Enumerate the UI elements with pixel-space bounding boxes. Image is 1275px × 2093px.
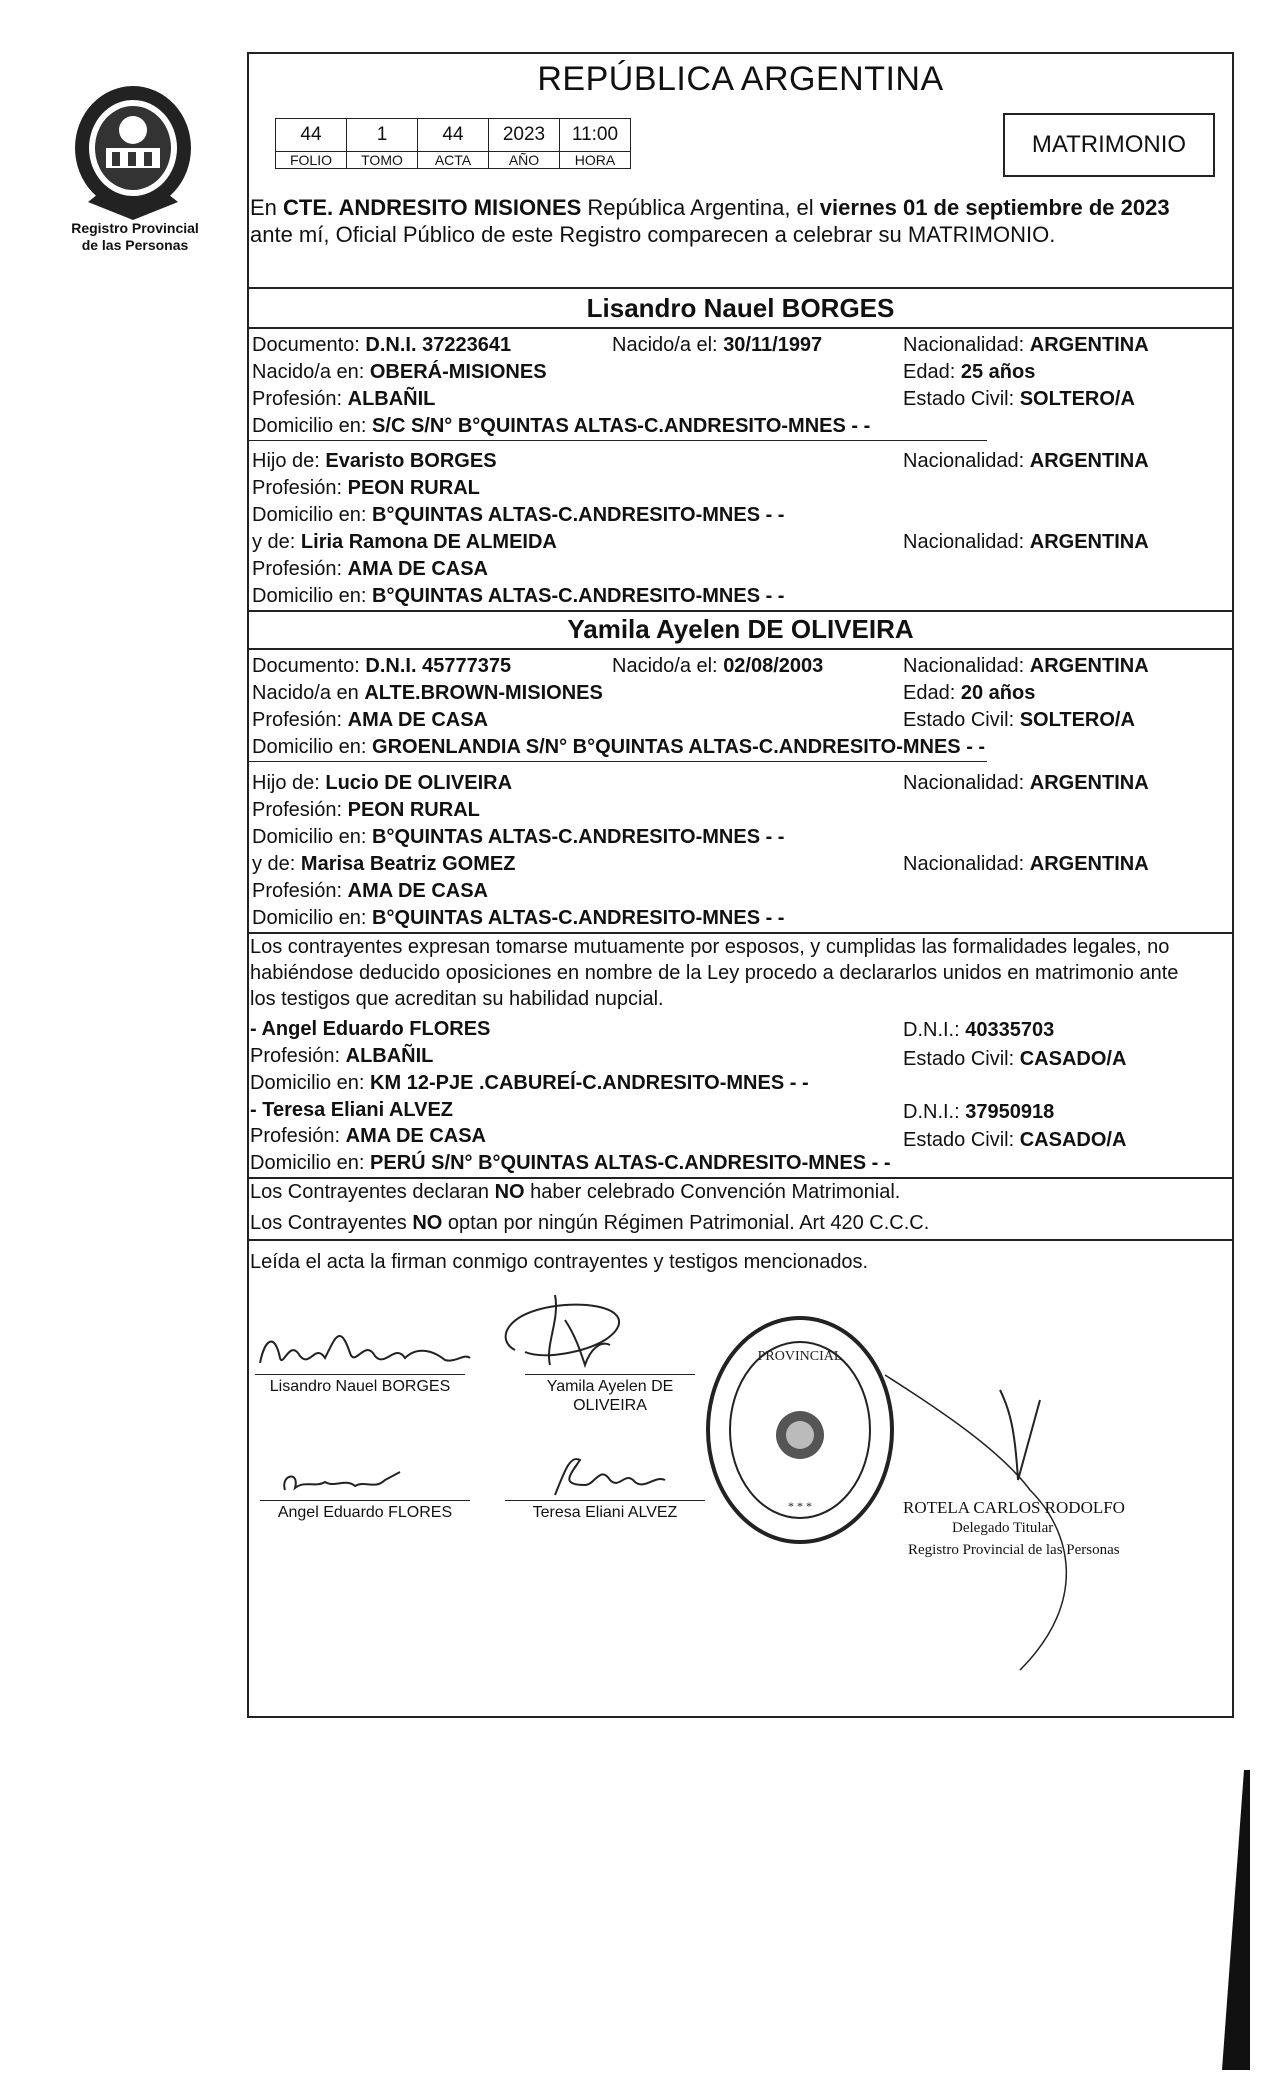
signature-label-4: Teresa Eliani ALVEZ xyxy=(532,1504,678,1521)
witness1-prof-row xyxy=(250,1044,433,1068)
reading-statement: Leída el acta la firman conmigo contrayentes y testigos mencionados. xyxy=(250,1251,869,1273)
spouse2-age-row xyxy=(903,681,1035,705)
spouse1-mother-nat: ARGENTINA xyxy=(1029,531,1149,553)
convention-line1 xyxy=(250,1180,900,1204)
spouse1-civil: SOLTERO/A xyxy=(1019,388,1135,410)
divider-4 xyxy=(247,610,1234,612)
witness1-addr-row xyxy=(250,1071,809,1095)
witness1-civil: CASADO/A xyxy=(1019,1048,1127,1070)
witness1-dni-label: D.N.I.: xyxy=(903,1019,960,1041)
spouse1-doc-label: Documento: xyxy=(252,334,360,356)
anio-value: 2023 xyxy=(489,119,560,152)
witness2-addr-label: Domicilio en: xyxy=(250,1152,365,1174)
spouse2-father-row xyxy=(252,771,512,795)
registry-logo xyxy=(68,80,198,225)
signature-label-1: Lisandro Nauel BORGES xyxy=(269,1378,451,1395)
convention-l2c: optan por ningún Régimen Patrimonial. Art 420 C.C.C. xyxy=(442,1212,930,1234)
spouse1-father-prof: PEON RURAL xyxy=(347,477,480,499)
divider-1 xyxy=(247,287,1234,289)
spouse2-mother-addr-label: Domicilio en: xyxy=(252,907,367,929)
spouse1-mother-addr: B°QUINTAS ALTAS-C.ANDRESITO-MNES - - xyxy=(372,585,785,607)
spouse2-mother-row xyxy=(252,852,515,876)
spouse2-birthplace-row xyxy=(252,681,603,705)
spouse1-nat-row xyxy=(903,333,1149,357)
convention-line2 xyxy=(250,1211,929,1235)
spouse2-mother-addr-row xyxy=(252,906,784,930)
declaration-line1: Los contrayentes expresan tomarse mutuamente por esposos, y cumplidas las formalidades legales, no xyxy=(250,936,1170,958)
spouse2-father-nat: ARGENTINA xyxy=(1029,772,1149,794)
spouse1-birthplace: OBERÁ-MISIONES xyxy=(369,361,547,383)
spouse1-doc: D.N.I. 37223641 xyxy=(365,334,512,356)
witness2-prof: AMA DE CASA xyxy=(345,1125,486,1147)
spouse1-age-row xyxy=(903,360,1035,384)
registry-data-table xyxy=(275,118,631,169)
spouse2-father-prof: PEON RURAL xyxy=(347,799,480,821)
spouse2-civil-label: Estado Civil: xyxy=(903,709,1015,731)
record-type: MATRIMONIO xyxy=(1031,131,1187,158)
acta-value: 44 xyxy=(418,119,489,152)
hora-label: HORA xyxy=(560,152,631,169)
witness1-name: - Angel Eduardo FLORES xyxy=(250,1018,491,1040)
spouse2-mother: Marisa Beatriz GOMEZ xyxy=(300,853,516,875)
spouse2-born: 02/08/2003 xyxy=(723,655,824,677)
spouse1-mother-nat-label: Nacionalidad: xyxy=(903,531,1025,553)
intro-p1: En xyxy=(250,195,284,220)
divider-3 xyxy=(247,440,987,441)
intro-date: viernes 01 de septiembre de 2023 xyxy=(819,195,1170,220)
witness2-civil: CASADO/A xyxy=(1019,1129,1127,1151)
tomo-value: 1 xyxy=(347,119,418,152)
province-seal-icon xyxy=(68,80,198,220)
spouse1-addr-label: Domicilio en: xyxy=(252,415,367,437)
spouse2-doc-row xyxy=(252,654,511,678)
folio-value: 44 xyxy=(276,119,347,152)
spouse2-mother-prof-row xyxy=(252,879,488,903)
divider-5 xyxy=(247,648,1234,650)
official-seal-icon xyxy=(700,1310,900,1550)
divider-8 xyxy=(247,1177,1234,1179)
spouse2-addr: GROENLANDIA S/N° B°QUINTAS ALTAS-C.ANDRESITO-MNES - - xyxy=(372,736,986,758)
signature-label-2a: Yamila Ayelen DE xyxy=(546,1378,674,1395)
spouse1-mother-row xyxy=(252,530,557,554)
spouse1-father-addr-row xyxy=(252,503,784,527)
spouse1-father-nat: ARGENTINA xyxy=(1029,450,1149,472)
intro-place: CTE. ANDRESITO MISIONES xyxy=(283,195,582,220)
spouse1-mother-prof-label: Profesión: xyxy=(252,558,343,580)
spouse1-mother-prof: AMA DE CASA xyxy=(347,558,488,580)
spouse1-name: Lisandro Nauel BORGES xyxy=(586,293,895,323)
spouse1-age-label: Edad: xyxy=(903,361,956,383)
witness2-civil-label: Estado Civil: xyxy=(903,1129,1015,1151)
spouse1-civil-label: Estado Civil: xyxy=(903,388,1015,410)
convention-l1b: NO xyxy=(494,1181,525,1203)
spouse2-birthplace-label: Nacido/a en xyxy=(252,682,359,704)
document-frame-top xyxy=(247,52,1234,54)
signature-label-3: Angel Eduardo FLORES xyxy=(277,1504,453,1521)
spouse2-addr-row xyxy=(252,735,985,759)
spouse2-father-nat-label: Nacionalidad: xyxy=(903,772,1025,794)
page-title: REPÚBLICA ARGENTINA xyxy=(537,60,944,98)
spouse1-father-addr-label: Domicilio en: xyxy=(252,504,367,526)
witness1-prof: ALBAÑIL xyxy=(345,1045,434,1067)
spouse1-age: 25 años xyxy=(960,361,1036,383)
signature-line-4 xyxy=(505,1500,705,1501)
witness1-civil-label: Estado Civil: xyxy=(903,1048,1015,1070)
spouse1-mother-addr-label: Domicilio en: xyxy=(252,585,367,607)
official-office: Registro Provincial de las Personas xyxy=(908,1542,1120,1558)
spouse1-birthplace-row xyxy=(252,360,547,384)
witness2-civil-row xyxy=(903,1128,1126,1152)
witness1-addr-label: Domicilio en: xyxy=(250,1072,365,1094)
logo-caption-line1: Registro Provincial xyxy=(71,220,199,236)
witness1-dni-row xyxy=(903,1018,1054,1042)
spouse1-mother-label: y de: xyxy=(252,531,296,553)
folio-label: FOLIO xyxy=(276,152,347,169)
spouse2-prof-row xyxy=(252,708,488,732)
spouse1-born-label: Nacido/a el: xyxy=(612,334,718,356)
divider-7 xyxy=(247,932,1234,934)
divider-6 xyxy=(247,761,987,762)
divider-9 xyxy=(247,1239,1234,1241)
spouse2-mother-label: y de: xyxy=(252,853,296,875)
record-type-box xyxy=(1003,113,1215,177)
spouse2-nat: ARGENTINA xyxy=(1029,655,1149,677)
spouse2-addr-label: Domicilio en: xyxy=(252,736,367,758)
spouse2-doc: D.N.I. 45777375 xyxy=(365,655,512,677)
spouse1-prof-label: Profesión: xyxy=(252,388,343,410)
spouse2-mother-prof-label: Profesión: xyxy=(252,880,343,902)
convention-l1c: haber celebrado Convención Matrimonial. xyxy=(524,1181,901,1203)
spouse2-civil: SOLTERO/A xyxy=(1019,709,1135,731)
signature-borges-icon xyxy=(255,1318,475,1378)
spouse1-father-label: Hijo de: xyxy=(252,450,320,472)
declaration-line2: habiéndose deducido oposiciones en nombre de la Ley procedo a declararlos unidos en matrimonio ante xyxy=(250,962,1179,984)
spouse2-father-addr: B°QUINTAS ALTAS-C.ANDRESITO-MNES - - xyxy=(372,826,785,848)
spouse2-mother-nat-row xyxy=(903,852,1149,876)
spouse1-mother-nat-row xyxy=(903,530,1149,554)
spouse1-prof: ALBAÑIL xyxy=(347,388,436,410)
spouse1-prof-row xyxy=(252,387,435,411)
spouse1-birthplace-label: Nacido/a en: xyxy=(252,361,365,383)
spouse2-mother-nat-label: Nacionalidad: xyxy=(903,853,1025,875)
spouse2-nat-label: Nacionalidad: xyxy=(903,655,1025,677)
witness1-dni: 40335703 xyxy=(965,1019,1055,1041)
witness2-prof-label: Profesión: xyxy=(250,1125,341,1147)
spouse2-age-label: Edad: xyxy=(903,682,956,704)
acta-label: ACTA xyxy=(418,152,489,169)
spouse1-father-nat-row xyxy=(903,449,1149,473)
signature-line-3 xyxy=(260,1500,470,1501)
spouse2-prof-label: Profesión: xyxy=(252,709,343,731)
convention-l2b: NO xyxy=(412,1212,443,1234)
document-frame-bottom xyxy=(247,1716,1234,1718)
spouse1-mother-addr-row xyxy=(252,584,784,608)
signature-label-2b: OLIVEIRA xyxy=(573,1397,647,1414)
tomo-label: TOMO xyxy=(347,152,418,169)
spouse1-civil-row xyxy=(903,387,1135,411)
witness2-name: - Teresa Eliani ALVEZ xyxy=(250,1099,454,1121)
anio-label: AÑO xyxy=(489,152,560,169)
svg-text:PROVINCIAL: PROVINCIAL xyxy=(757,1349,843,1364)
spouse1-born: 30/11/1997 xyxy=(723,334,823,356)
official-role: Delegado Titular xyxy=(952,1520,1054,1536)
spouse2-father-prof-row xyxy=(252,798,480,822)
spouse1-father-prof-label: Profesión: xyxy=(252,477,343,499)
spouse1-father-row xyxy=(252,449,497,473)
signature-flores-icon xyxy=(275,1460,415,1500)
logo-caption-line2: de las Personas xyxy=(81,237,189,253)
spouse2-mother-nat: ARGENTINA xyxy=(1029,853,1149,875)
spouse1-nat: ARGENTINA xyxy=(1029,334,1149,356)
spouse1-father-nat-label: Nacionalidad: xyxy=(903,450,1025,472)
spouse2-nat-row xyxy=(903,654,1149,678)
spouse2-mother-addr: B°QUINTAS ALTAS-C.ANDRESITO-MNES - - xyxy=(372,907,785,929)
witness2-dni: 37950918 xyxy=(965,1101,1055,1123)
spouse2-father-prof-label: Profesión: xyxy=(252,799,343,821)
spouse2-father-nat-row xyxy=(903,771,1149,795)
spouse2-prof: AMA DE CASA xyxy=(347,709,488,731)
hora-value: 11:00 xyxy=(560,119,631,152)
spouse1-father-addr: B°QUINTAS ALTAS-C.ANDRESITO-MNES - - xyxy=(372,504,785,526)
signature-oliveira-icon xyxy=(485,1290,665,1380)
witness1-civil-row xyxy=(903,1047,1126,1071)
signature-alvez-icon xyxy=(535,1450,675,1500)
spouse1-mother-prof-row xyxy=(252,557,488,581)
intro-p2: República Argentina, el xyxy=(581,195,820,220)
witness2-dni-label: D.N.I.: xyxy=(903,1101,960,1123)
spouse2-born-row xyxy=(612,654,823,678)
official-name: ROTELA CARLOS RODOLFO xyxy=(903,1498,1125,1517)
spouse2-mother-prof: AMA DE CASA xyxy=(347,880,488,902)
spouse1-doc-row xyxy=(252,333,511,357)
witness1-prof-label: Profesión: xyxy=(250,1045,341,1067)
intro-line1 xyxy=(250,196,1170,220)
spouse1-father: Evaristo BORGES xyxy=(325,450,497,472)
convention-l1a: Los Contrayentes declaran xyxy=(250,1181,495,1203)
witness2-addr-row xyxy=(250,1151,891,1175)
scan-edge-mark-icon xyxy=(1222,1770,1252,2070)
spouse1-addr-row xyxy=(252,414,870,438)
spouse1-nat-label: Nacionalidad: xyxy=(903,334,1025,356)
spouse2-doc-label: Documento: xyxy=(252,655,360,677)
spouse2-father-addr-label: Domicilio en: xyxy=(252,826,367,848)
spouse2-civil-row xyxy=(903,708,1135,732)
spouse2-father-label: Hijo de: xyxy=(252,772,320,794)
spouse2-born-label: Nacido/a el: xyxy=(612,655,718,677)
signature-line-1 xyxy=(255,1374,465,1375)
spouse2-father: Lucio DE OLIVEIRA xyxy=(325,772,513,794)
spouse2-father-addr-row xyxy=(252,825,784,849)
declaration-line3: los testigos que acreditan su habilidad nupcial. xyxy=(250,988,664,1010)
svg-text:* * *: * * * xyxy=(788,1499,812,1513)
spouse1-addr: S/C S/N° B°QUINTAS ALTAS-C.ANDRESITO-MNES - - xyxy=(372,415,871,437)
witness2-dni-row xyxy=(903,1100,1054,1124)
witness2-prof-row xyxy=(250,1124,486,1148)
intro-line2: ante mí, Oficial Público de este Registro comparecen a celebrar su MATRIMONIO. xyxy=(250,222,1056,247)
signature-line-2 xyxy=(525,1374,695,1375)
spouse2-name: Yamila Ayelen DE OLIVEIRA xyxy=(567,614,914,644)
spouse2-age: 20 años xyxy=(960,682,1036,704)
convention-l2a: Los Contrayentes xyxy=(250,1212,413,1234)
spouse2-birthplace: ALTE.BROWN-MISIONES xyxy=(364,682,603,704)
spouse1-father-prof-row xyxy=(252,476,480,500)
witness2-addr: PERÚ S/N° B°QUINTAS ALTAS-C.ANDRESITO-MNES - - xyxy=(370,1152,891,1174)
witness1-addr: KM 12-PJE .CABUREÍ-C.ANDRESITO-MNES - - xyxy=(370,1072,809,1094)
divider-2 xyxy=(247,327,1234,329)
spouse1-mother: Liria Ramona DE ALMEIDA xyxy=(300,531,557,553)
spouse1-born-row xyxy=(612,333,822,357)
